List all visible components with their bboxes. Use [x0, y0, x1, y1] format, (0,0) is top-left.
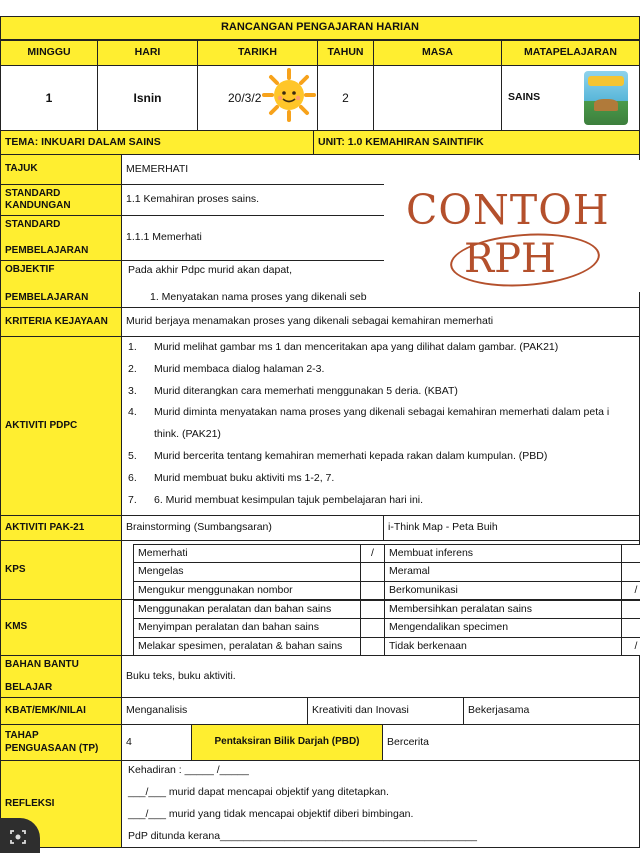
- refleksi-bimbingan: ___/___ murid yang tidak mencapai objektif diberi bimbingan.: [128, 808, 414, 820]
- aktiviti-item: [128, 472, 334, 485]
- objektif-item: 1. Menyatakan nama proses yang dikenali seb: [150, 290, 367, 303]
- pbd-value: Bercerita: [382, 724, 640, 761]
- aktiviti-item: [128, 363, 324, 376]
- tajuk-label: TAJUK: [0, 154, 122, 185]
- unit: UNIT: 1.0 KEMAHIRAN SAINTIFIK: [313, 130, 640, 155]
- kbat-label: KBAT/EMK/NILAI: [0, 697, 122, 725]
- kps-right-item: Membuat inferens: [384, 544, 622, 563]
- tp-value: 4: [121, 724, 192, 761]
- aktiviti-item: [128, 341, 558, 354]
- kps-left-item: Mengelas: [133, 562, 361, 581]
- tarikh-value: 20/3/2: [197, 65, 318, 131]
- kms-left-mark: [360, 600, 385, 619]
- sun-emoji-icon: [262, 68, 316, 122]
- aktiviti-item: [128, 385, 458, 398]
- tahun-label: TAHUN: [317, 40, 374, 66]
- aktiviti-item-number: 3.: [128, 384, 137, 397]
- aktiviti-item-text: Murid bercerita tentang kemahiran memerhati kepada rakan dalam kumpulan. (PBD): [154, 450, 548, 462]
- bahan-label-line2: BELAJAR: [5, 681, 53, 693]
- pak21-label: AKTIVITI PAK-21: [0, 515, 122, 541]
- watermark-contoh: CONTOH: [406, 186, 610, 234]
- kps-right-item: Berkomunikasi: [384, 581, 622, 600]
- kps-right-mark: [621, 544, 640, 563]
- textbook-cover-image: [584, 71, 628, 125]
- lens-button[interactable]: [0, 818, 40, 853]
- aktiviti-label: AKTIVITI PDPC: [0, 336, 122, 516]
- tajuk-value: MEMERHATI: [121, 154, 640, 185]
- kms-left-mark: [360, 637, 385, 656]
- aktiviti-item-text: Murid diterangkan cara memerhati menggunakan 5 deria. (KBAT): [154, 384, 458, 397]
- masa-label: MASA: [373, 40, 502, 66]
- tahun-value: 2: [317, 65, 374, 131]
- document-title: RANCANGAN PENGAJARAN HARIAN: [0, 16, 640, 40]
- aktiviti-item: [128, 494, 423, 507]
- refleksi-ditunda: PdP ditunda kerana____________________________________________: [128, 830, 477, 842]
- aktiviti-item: [128, 428, 221, 441]
- matapelajaran-value: SAINS: [501, 65, 640, 131]
- kms-right-mark: [621, 618, 640, 637]
- aktiviti-item-number: 6.: [128, 471, 137, 484]
- kps-right-mark: /: [621, 581, 640, 600]
- kps-left-item: Mengukur menggunakan nombor: [133, 581, 361, 600]
- standard-kandungan-label: STANDARD KANDUNGAN: [0, 184, 122, 216]
- minggu-value: 1: [0, 65, 98, 131]
- objektif-label-line2: PEMBELAJARAN: [5, 291, 89, 303]
- aktiviti-item-number: 7.: [128, 493, 137, 506]
- standard-pembelajaran-label-line1: STANDARD: [5, 219, 61, 230]
- standard-pembelajaran-value: 1.1.1 Memerhati: [121, 215, 640, 261]
- kms-left-item: Menyimpan peralatan dan bahan sains: [133, 618, 361, 637]
- tema: TEMA: INKUARI DALAM SAINS: [0, 130, 314, 155]
- lens-icon: [8, 828, 28, 846]
- refleksi-label: REFLEKSI: [0, 760, 122, 848]
- bahan-label: [0, 655, 122, 698]
- kriteria-value: Murid berjaya menamakan proses yang dikenali sebagai kemahiran memerhati: [121, 307, 640, 337]
- kbat-item-3: Bekerjasama: [463, 697, 640, 725]
- kps-left-mark: [360, 581, 385, 600]
- aktiviti-item-text: think. (PAK21): [154, 428, 221, 441]
- kps-left-item: Memerhati: [133, 544, 361, 563]
- aktiviti-item-number: 5.: [128, 450, 137, 462]
- refleksi-kehadiran: Kehadiran : _____ /_____: [128, 764, 249, 776]
- masa-value: [373, 65, 502, 131]
- objektif-label: [0, 260, 122, 308]
- minggu-label: MINGGU: [0, 40, 98, 66]
- kbat-item-2: Kreativiti dan Inovasi: [307, 697, 464, 725]
- hari-value: Isnin: [97, 65, 198, 131]
- kms-right-item: Tidak berkenaan: [384, 637, 622, 656]
- kms-left-item: Menggunakan peralatan dan bahan sains: [133, 600, 361, 619]
- aktiviti-item-number: 4.: [128, 406, 137, 419]
- bahan-label-line1: BAHAN BANTU: [5, 659, 79, 670]
- kps-left-mark: [360, 562, 385, 581]
- matapelajaran-label: MATAPELAJARAN: [501, 40, 640, 66]
- objektif-label-line1: OBJEKTIF: [5, 264, 55, 275]
- pbd-label: Pentaksiran Bilik Darjah (PBD): [191, 724, 383, 761]
- kps-right-mark: [621, 562, 640, 581]
- kms-left-mark: [360, 618, 385, 637]
- kms-right-item: Mengendalikan specimen: [384, 618, 622, 637]
- aktiviti-item-text: Murid melihat gambar ms 1 dan menceritakan apa yang dilihat dalam gambar. (PAK21): [154, 341, 559, 353]
- kps-left-mark: /: [360, 544, 385, 563]
- tp-label-line2: PENGUASAAN (TP): [5, 742, 99, 754]
- aktiviti-item-text: Murid diminta menyatakan nama proses yang dikenali sebagai kemahiran memerhati dalam peta i: [154, 406, 610, 419]
- watermark-rph: RPH: [464, 236, 556, 282]
- aktiviti-item-number: 1.: [128, 341, 137, 353]
- aktiviti-item-text: 6. Murid membuat kesimpulan tajuk pembelajaran hari ini.: [154, 493, 424, 506]
- objektif-intro: Pada akhir Pdpc murid akan dapat,: [128, 264, 293, 276]
- kriteria-label: KRITERIA KEJAYAAN: [0, 307, 122, 337]
- kps-label: KPS: [0, 540, 122, 600]
- bahan-value: Buku teks, buku aktiviti.: [121, 655, 640, 698]
- aktiviti-item-text: Murid membuat buku aktiviti ms 1-2, 7.: [154, 471, 335, 484]
- standard-pembelajaran-label-line2: PEMBELAJARAN: [5, 244, 89, 256]
- kms-left-item: Melakar spesimen, peralatan & bahan sains: [133, 637, 361, 656]
- pak21-item-2: i-Think Map - Peta Buih: [383, 515, 640, 541]
- kms-right-mark: /: [621, 637, 640, 656]
- refleksi-capai: ___/___ murid dapat mencapai objektif yang ditetapkan.: [128, 786, 389, 798]
- kms-right-item: Membersihkan peralatan sains: [384, 600, 622, 619]
- standard-kandungan-value: 1.1 Kemahiran proses sains.: [121, 184, 640, 216]
- pak21-item-1: Brainstorming (Sumbangsaran): [121, 515, 384, 541]
- aktiviti-item-number: 2.: [128, 362, 137, 375]
- kms-right-mark: [621, 600, 640, 619]
- aktiviti-item-text: Murid membaca dialog halaman 2-3.: [154, 362, 325, 375]
- aktiviti-item: [128, 450, 547, 463]
- kms-label: KMS: [0, 599, 122, 656]
- tp-label-line1: TAHAP: [5, 730, 39, 741]
- kps-right-item: Meramal: [384, 562, 622, 581]
- standard-pembelajaran-label: [0, 215, 122, 261]
- aktiviti-item: [128, 406, 609, 419]
- kbat-item-1: Menganalisis: [121, 697, 308, 725]
- hari-label: HARI: [97, 40, 198, 66]
- tarikh-label: TARIKH: [197, 40, 318, 66]
- tp-label: [0, 724, 122, 761]
